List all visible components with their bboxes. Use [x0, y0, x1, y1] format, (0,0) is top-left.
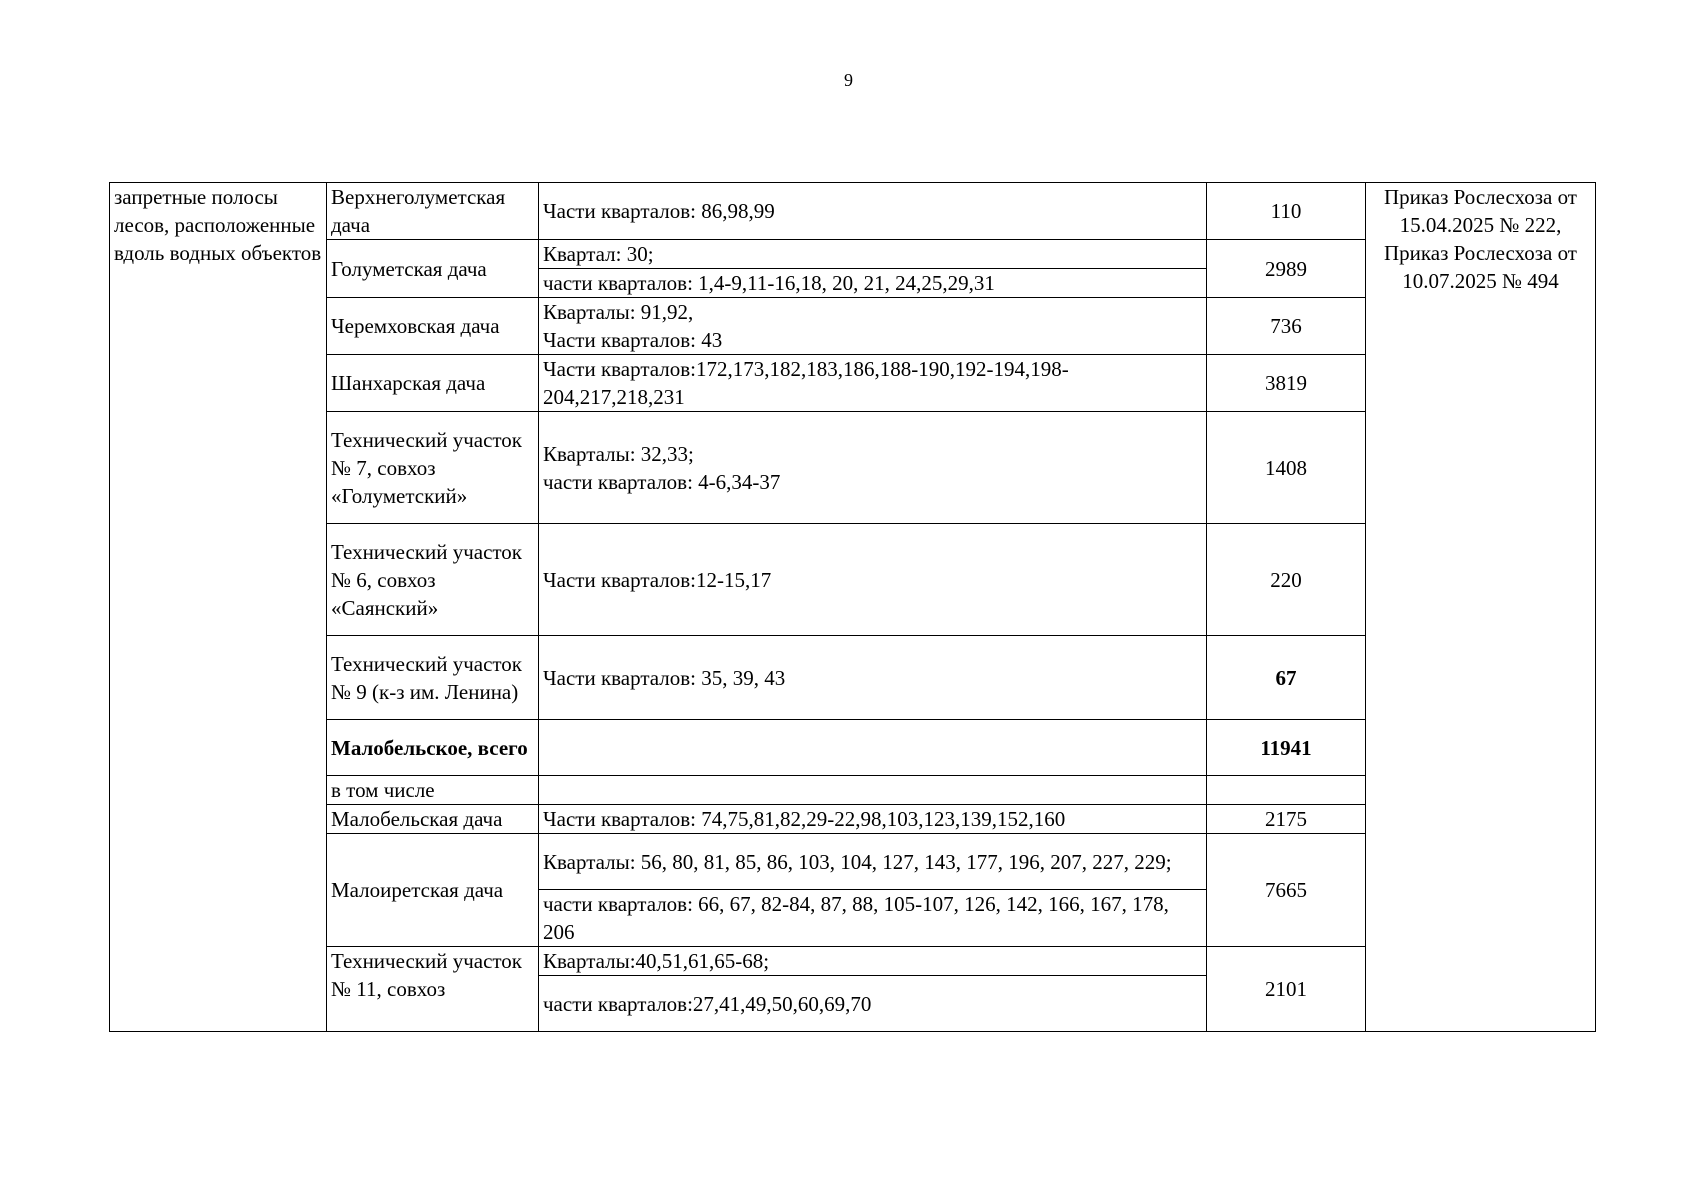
forest-name-cell: Малобельское, всего: [327, 720, 539, 776]
order-cell: Приказ Рослесхоза от 15.04.2025 № 222, Приказ Рослесхоза от 10.07.2025 № 494: [1366, 183, 1596, 1032]
page-number: 9: [844, 70, 853, 90]
forest-name-cell: Технический участок № 6, совхоз «Саянский»: [327, 524, 539, 636]
quarters-cell: [539, 412, 1207, 524]
protected-forests-table: [109, 182, 1596, 1032]
forest-name-cell: Шанхарская дача: [327, 355, 539, 412]
area-cell: 11941: [1207, 720, 1366, 776]
quarters-cell: Части кварталов: 86,98,99: [539, 183, 1207, 240]
quarters-cell: [539, 720, 1207, 776]
area-cell: 220: [1207, 524, 1366, 636]
quarters-cell: Части кварталов: 35, 39, 43: [539, 636, 1207, 720]
area-cell: 3819: [1207, 355, 1366, 412]
area-cell: [1207, 776, 1366, 805]
forest-name-cell: Малоиретская дача: [327, 834, 539, 947]
quarters-cell: Части кварталов: 74,75,81,82,29-22,98,103,123,139,152,160: [539, 805, 1207, 834]
quarters-cell: Квартал: 30;: [539, 240, 1207, 269]
forest-name-cell: Технический участок № 11, совхоз: [327, 947, 539, 1032]
table-row: [110, 183, 1596, 240]
quarters-line: Кварталы: 32,33;: [543, 441, 694, 466]
quarters-cell: [539, 298, 1207, 355]
category-cell: запретные полосы лесов, расположенные вдоль водных объектов: [110, 183, 327, 1032]
area-cell: 67: [1207, 636, 1366, 720]
area-cell: 1408: [1207, 412, 1366, 524]
quarters-cell: части кварталов: 66, 67, 82-84, 87, 88, 105-107, 126, 142, 166, 167, 178, 206: [539, 890, 1207, 947]
forest-name-cell: Черемховская дача: [327, 298, 539, 355]
forest-name-cell: Технический участок № 7, совхоз «Голуметский»: [327, 412, 539, 524]
area-cell: 736: [1207, 298, 1366, 355]
quarters-line: части кварталов: 4-6,34-37: [543, 469, 781, 494]
quarters-cell: [539, 776, 1207, 805]
forest-name-cell: Малобельская дача: [327, 805, 539, 834]
quarters-cell: Части кварталов:172,173,182,183,186,188-190,192-194,198-204,217,218,231: [539, 355, 1207, 412]
quarters-cell: Кварталы:40,51,61,65-68;: [539, 947, 1207, 976]
quarters-line: Части кварталов: 43: [543, 328, 723, 352]
area-cell: 2175: [1207, 805, 1366, 834]
forest-name-cell: Голуметская дача: [327, 240, 539, 298]
area-cell: 2101: [1207, 947, 1366, 1032]
forest-name-cell: Верхнеголуметская дача: [327, 183, 539, 240]
forest-name-cell: Технический участок № 9 (к-з им. Ленина): [327, 636, 539, 720]
quarters-cell: Части кварталов:12-15,17: [539, 524, 1207, 636]
area-cell: 110: [1207, 183, 1366, 240]
quarters-cell: Кварталы: 56, 80, 81, 85, 86, 103, 104, 127, 143, 177, 196, 207, 227, 229;: [539, 834, 1207, 890]
quarters-cell: части кварталов:27,41,49,50,60,69,70: [539, 976, 1207, 1032]
area-cell: 7665: [1207, 834, 1366, 947]
area-cell: 2989: [1207, 240, 1366, 298]
quarters-cell: части кварталов: 1,4-9,11-16,18, 20, 21, 24,25,29,31: [539, 269, 1207, 298]
quarters-line: Кварталы: 91,92,: [543, 300, 694, 324]
forest-name-cell: в том числе: [327, 776, 539, 805]
